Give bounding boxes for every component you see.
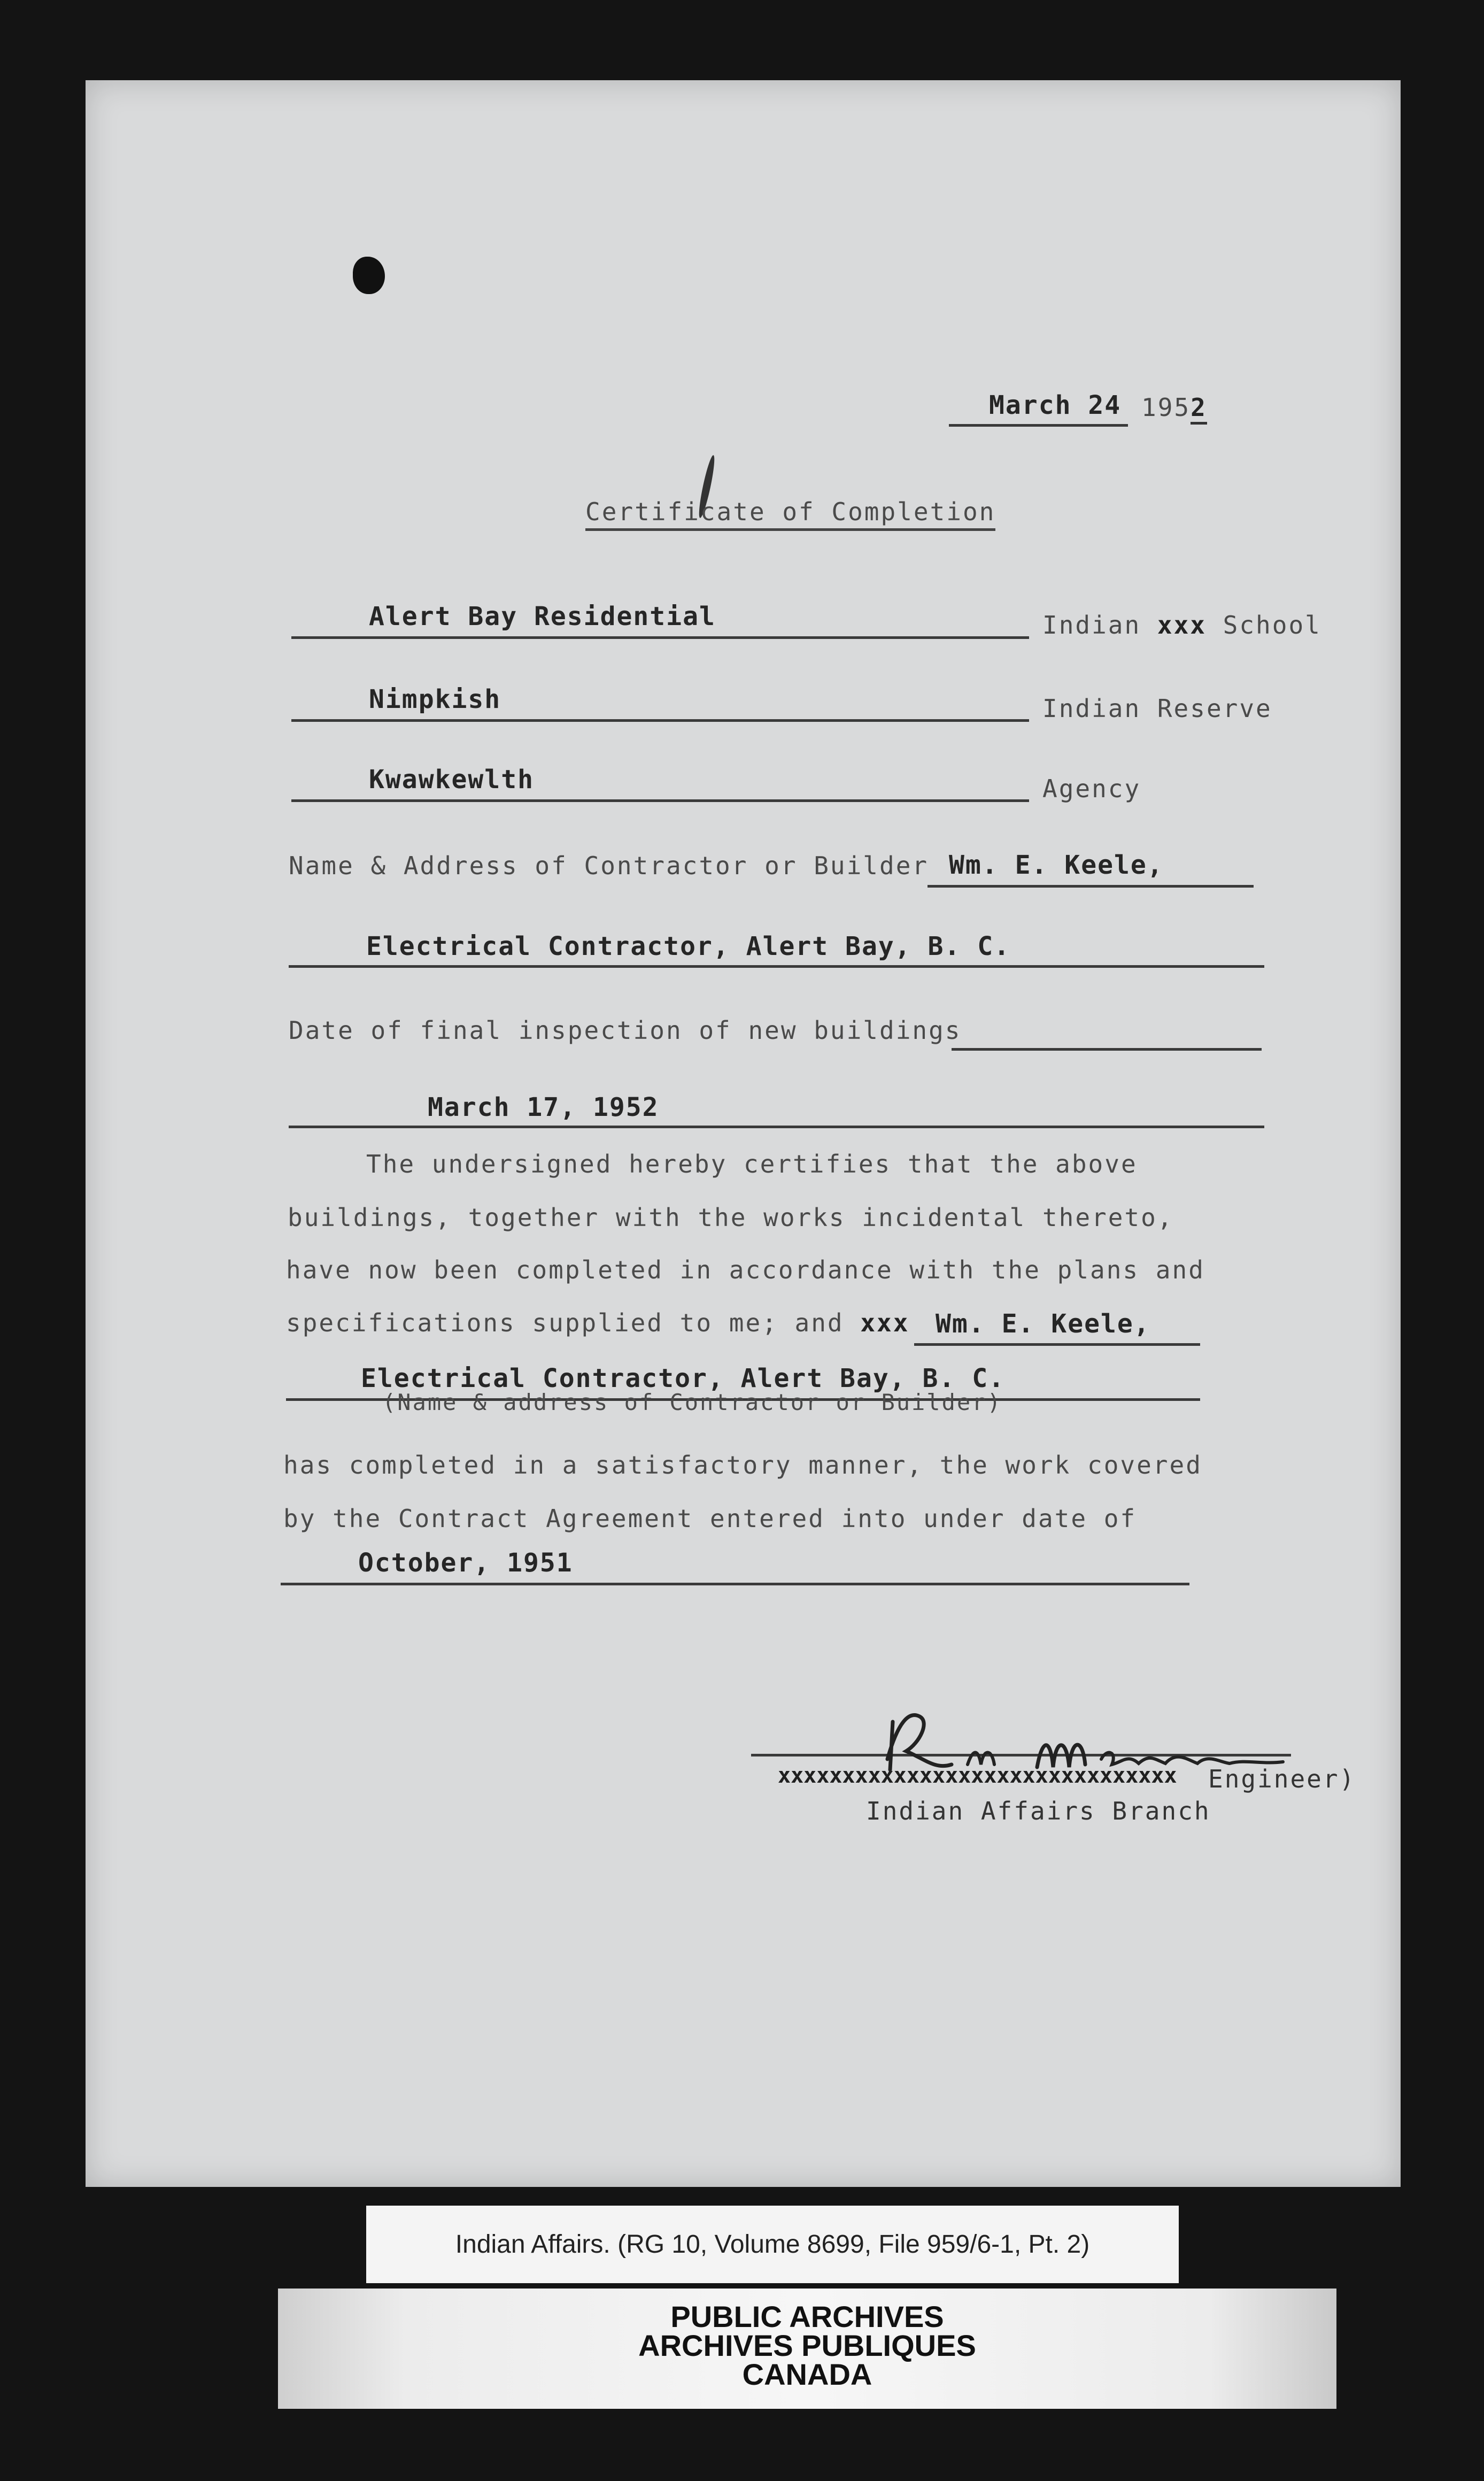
inspection-date: March 17, 1952: [428, 1092, 659, 1122]
contractor-address: Electrical Contractor, Alert Bay, B. C.: [366, 931, 1011, 961]
date-year: [1141, 393, 1207, 422]
body-caption: (Name & address of Contractor or Builder): [382, 1389, 1002, 1415]
reserve-name: Nimpkish: [369, 684, 501, 714]
ink-blot: [353, 257, 385, 294]
handwritten-signature: [877, 1700, 1315, 1807]
stamp-line-3: CANADA: [742, 2357, 872, 2391]
sig-struck-text: xxxxxxxxxxxxxxxxxxxxxxxxxxxxxxx: [778, 1763, 1177, 1788]
year-digit: 2: [1191, 393, 1207, 425]
school-line: [291, 636, 1029, 639]
body-contractor-name: Wm. E. Keele,: [936, 1309, 1150, 1339]
page-title: Certificate of Completion: [585, 497, 995, 531]
date-value: March 24: [989, 390, 1122, 420]
stamp-line-2: ARCHIVES PUBLIQUES: [638, 2329, 976, 2362]
archive-caption-box: [366, 2206, 1179, 2283]
body-contractor-line: [914, 1343, 1200, 1346]
contractor-label: Name & Address of Contractor or Builder: [289, 851, 929, 880]
body-line-3: have now been completed in accordance with the plans and: [286, 1255, 1205, 1284]
body-line-2: buildings, together with the works incidental thereto,: [288, 1203, 1174, 1232]
reserve-label: Indian Reserve: [1042, 694, 1272, 723]
agency-line: [291, 799, 1029, 802]
contractor-name-line: [928, 885, 1254, 888]
reserve-line: [291, 719, 1029, 722]
year-prefix: 195: [1141, 393, 1191, 422]
inspection-line: [289, 1126, 1264, 1128]
body-line-4-pre: specifications supplied to me; and: [286, 1308, 844, 1337]
struck-text: xxx: [1157, 611, 1207, 639]
sig-branch: Indian Affairs Branch: [866, 1797, 1211, 1825]
body-line-1: The undersigned hereby certifies that the above: [366, 1150, 1138, 1178]
agency-name: Kwawkewlth: [369, 765, 534, 795]
inspection-line-top: [952, 1048, 1262, 1051]
contract-date-line: [281, 1583, 1189, 1585]
school-label: [1042, 611, 1321, 639]
document-page: [86, 80, 1401, 2187]
agency-label: Agency: [1042, 774, 1141, 803]
date-line: [949, 424, 1128, 427]
archive-stamp: [278, 2289, 1336, 2409]
body-struck-text: xxx: [860, 1308, 910, 1337]
stamp-line-1: PUBLIC ARCHIVES: [670, 2300, 944, 2333]
school-label-pre: Indian: [1042, 611, 1141, 639]
sig-title: Engineer): [1208, 1765, 1356, 1793]
body-contractor-address: Electrical Contractor, Alert Bay, B. C.: [361, 1363, 1006, 1393]
school-label-post: School: [1223, 611, 1321, 639]
school-name: Alert Bay Residential: [369, 602, 716, 631]
contractor-address-line: [289, 965, 1264, 968]
contract-date: October, 1951: [358, 1548, 573, 1578]
contractor-name: Wm. E. Keele,: [949, 850, 1164, 880]
archive-stamp-text: [278, 2302, 1336, 2389]
body-line-4: [286, 1308, 909, 1337]
body-line-6: by the Contract Agreement entered into under date of: [283, 1504, 1137, 1533]
archive-caption: Indian Affairs. (RG 10, Volume 8699, File 959/6-1, Pt. 2): [455, 2230, 1090, 2259]
inspection-label: Date of final inspection of new buildings: [289, 1016, 962, 1045]
body-line-5: has completed in a satisfactory manner, the work covered: [283, 1451, 1202, 1480]
